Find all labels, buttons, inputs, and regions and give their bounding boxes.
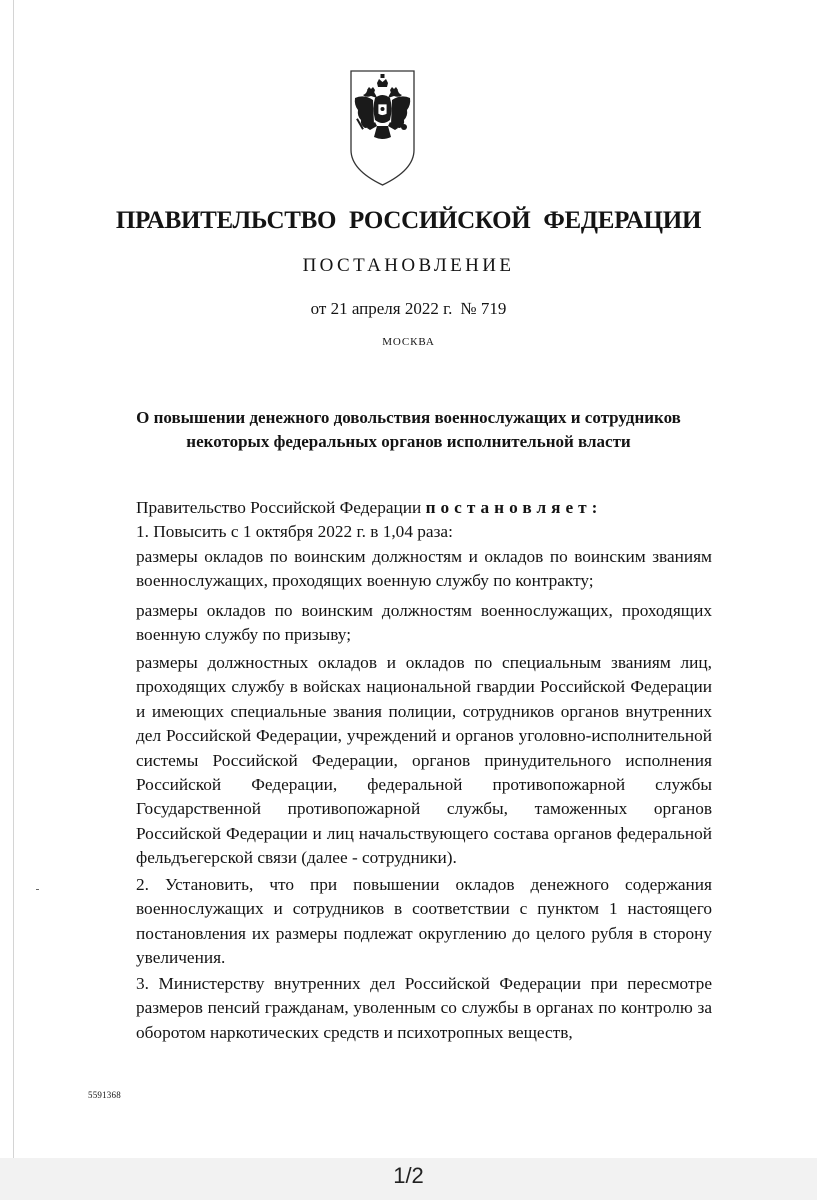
- scan-artifact: [36, 889, 39, 890]
- preamble-verb: постановляет:: [425, 498, 603, 517]
- document-subject: [0, 406, 817, 454]
- page-edge: [13, 0, 14, 1158]
- paragraph: размеры должностных окладов и окладов по специальным званиям лиц, проходящих службу в войсках национальной гвардии Российской Федерации и имеющих специальные звания полиции, сотрудников органов внутренних дел Российской Федерации, учреждений и органов уголовно-исполнительной системы Российской Федерации, органов принудительного исполнения Российской Федерации, федеральной противопожарной службы Государственной противопожарной службы, таможенных органов Российской Федерации и лиц начальствующего состава органов федеральной фельдъегерской связи (далее - сотрудники).: [136, 653, 712, 868]
- subject-line: некоторых федеральных органов исполнительной власти: [186, 432, 631, 451]
- document-date-line: [0, 299, 817, 319]
- preamble-lead: Правительство Российской Федерации: [136, 498, 422, 517]
- paragraph: 2. Установить, что при повышении окладов денежного содержания военнослужащих и сотрудников в соответствии с пунктом 1 настоящего постановления их размеры подлежат округлению до целого рубля в сторону увеличения.: [136, 875, 712, 968]
- government-title: ПРАВИТЕЛЬСТВО РОССИЙСКОЙ ФЕДЕРАЦИИ: [115, 207, 702, 234]
- subject-line: О повышении денежного довольствия военнослужащих и сотрудников: [136, 408, 681, 427]
- paragraph: размеры окладов по воинским должностям военнослужащих, проходящих военную службу по призыву;: [136, 601, 712, 645]
- paragraph: размеры окладов по воинским должностям и окладов по воинским званиям военнослужащих, проходящих военную службу по контракту;: [136, 547, 712, 591]
- paragraph: 1. Повысить с 1 октября 2022 г. в 1,04 раза:: [136, 522, 453, 541]
- city: МОСКВА: [382, 336, 435, 348]
- document-code: 5591368: [88, 1090, 121, 1100]
- page-indicator[interactable]: 1/2: [393, 1163, 424, 1188]
- paragraph: 3. Министерству внутренних дел Российской Федерации при пересмотре размеров пенсий гражданам, уволенным со службы в органах по контролю за оборотом наркотических средств и психотропных веществ,: [136, 974, 712, 1042]
- preamble: [88, 496, 712, 520]
- document-date: от 21 апреля 2022 г.: [310, 299, 453, 318]
- document-number: № 719: [460, 299, 507, 318]
- document-type: ПОСТАНОВЛЕНИЕ: [302, 255, 515, 276]
- russian-emblem-icon: [349, 70, 416, 186]
